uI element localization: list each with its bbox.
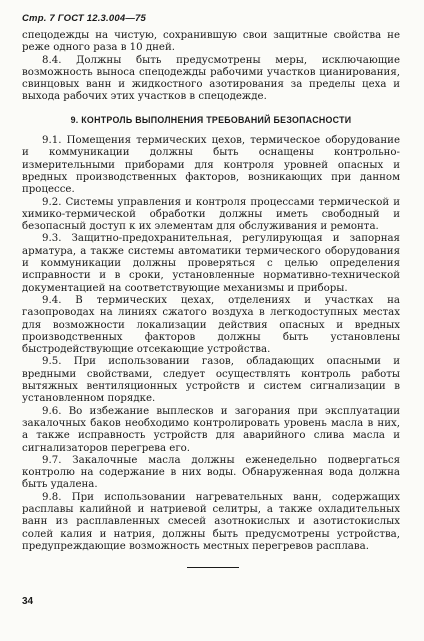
end-divider [187, 567, 239, 568]
paragraph-9-4: 9.4. В термических цехах, отделениях и участках на газопроводах на линиях сжатого воздуха в легкодоступных местах для возможности локализации действия опасных и вредных производственных факторов должны быть установлены быстродействующие отсекающие устройства. [22, 294, 400, 356]
running-header: Стр. 7 ГОСТ 12.3.004—75 [22, 13, 146, 24]
continuation-paragraph: спецодежды на чистую, сохранившую свои защитные свойства не реже одного раза в 10 дней. [22, 30, 400, 54]
paragraph-9-7: 9.7. Закалочные масла должны еженедельно подвергаться контролю на содержание в них воды. Обнаруженная вода должна быть удалена. [22, 454, 400, 491]
paragraph-9-8: 9.8. При использовании нагревательных ванн, содержащих расплавы калийной и натриевой селитры, а также охладительных ванн из расплавленных смесей азотнокислых и азотистокислых солей калия и натрия, должны быть предусмотрены устройства, предупреждающие возможность местных перегревов расплава. [22, 491, 400, 552]
paragraph-9-1: 9.1. Помещения термических цехов, термическое оборудование и коммуникации должны быть оснащены контрольно-измерительными приборами для контроля уровней опасных и вредных производственных факторов, возникающих при данном процессе. [22, 135, 400, 196]
paragraph-9-5: 9.5. При использовании газов, обладающих опасными и вредными свойствами, следует осуществлять контроль работы вытяжных вентиляционных устройств и систем сигнализации в установленном порядке. [22, 356, 400, 405]
section-title: 9. КОНТРОЛЬ ВЫПОЛНЕНИЯ ТРЕБОВАНИЙ БЕЗОПАСНОСТИ [70, 114, 352, 125]
paragraph-9-3: 9.3. Защитно-предохранительная, регулирующая и запорная арматура, а также системы автоматики термического оборудования и коммуникации должны проверяться с целью определения исправности и в сроки, установленные нормативно-технической документацией на соответствующие механизмы и приборы. [22, 233, 400, 294]
paragraph-8-4: 8.4. Должны быть предусмотрены меры, исключающие возможность выноса спецодежды рабочими участков цианирования, свинцовых ванн и жидкостного азотирования за пределы цеха и выхода рабочих этих участков в спецодежде. [22, 54, 400, 103]
paragraph-9-6: 9.6. Во избежание выплесков и загорания при эксплуатации закалочных баков необходимо контролировать уровень масла в них, а также исправность устройств для аварийного слива масла и сигнализаторов перегрева его. [22, 405, 400, 454]
paragraph-9-2: 9.2. Системы управления и контроля процессами термической и химико-термической обработки должны иметь свободный и безопасный доступ к их элементам для обслуживания и ремонта. [22, 196, 400, 233]
document-body [22, 30, 400, 553]
page-number: 34 [22, 596, 34, 607]
